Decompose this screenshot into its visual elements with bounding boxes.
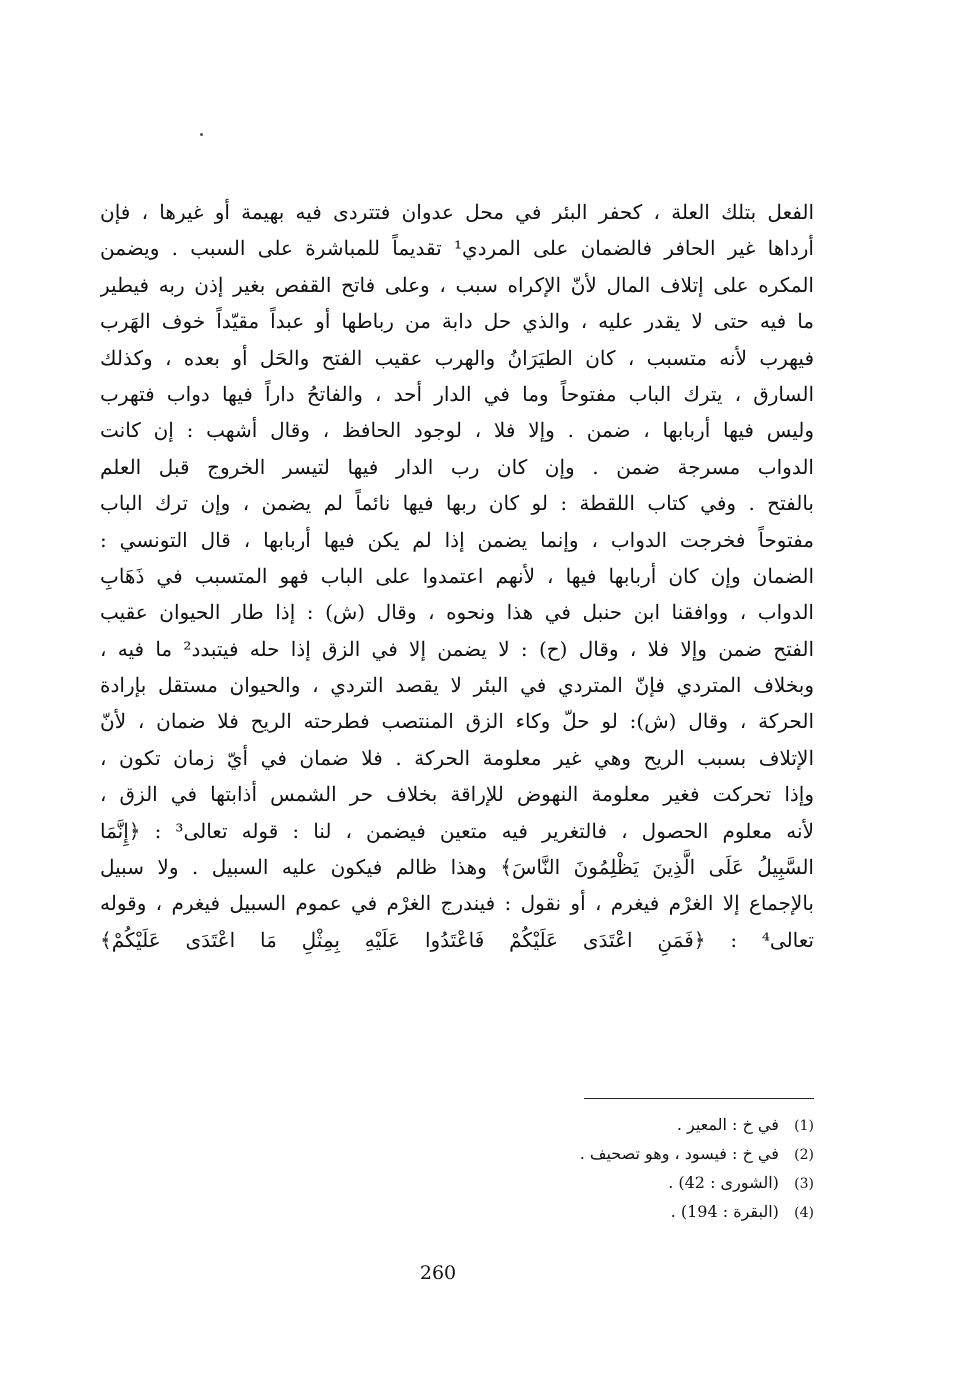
scan-speck [200, 133, 203, 136]
text-line: تعالى⁴ : ﴿فَمَنِ اعْتَدَى عَلَيْكُمْ فَاعْتَدُوا عَلَيْهِ بِمِثْلِ مَا اعْتَدَى عَلَيْكُمْ﴾ [100, 927, 814, 952]
text-line: وإذا تحركت فغير معلومة النهوض للإراقة بخلاف حر الشمس أذابتها في الزق ، [100, 782, 814, 807]
text-line: بالفتح . وفي كتاب اللقطة : لو كان ربها فيها نائماً لم يضمن ، وإن ترك الباب [100, 491, 814, 516]
text-line: الحركة ، وقال (ش): لو حلّ وكاء الزق المنتصب فطرحته الريح فلا ضمان ، لأنّ [100, 709, 814, 734]
footnote-number: (3) [794, 1176, 814, 1192]
footnote-divider [584, 1098, 814, 1099]
text-line: الدواب ، ووافقنا ابن حنبل في هذا ونحوه ، وقال (ش) : إذا طار الحيوان عقيب [100, 600, 814, 625]
text-line: وبخلاف المتردي فإنّ المتردي في البئر لا يقصد التردي ، والحيوان مستقل بإرادة [100, 673, 814, 698]
footnote-number: (2) [794, 1147, 814, 1163]
text-line: الفتح ضمن وإلا فلا ، وقال (ح) : لا يضمن إلا في الزق إذا حله فيتبدد² ما فيه ، [100, 636, 814, 661]
text-line: السَّبِيلُ عَلَى الَّذِينَ يَظْلِمُونَ النَّاسَ﴾ وهذا ظالم فيكون عليه السبيل . ولا سبيل [100, 855, 814, 880]
main-text-block [100, 194, 814, 958]
text-line: أرداها غير الحافر فالضمان على المردي¹ تقديماً للمباشرة على السبب . ويضمن [100, 236, 814, 261]
text-line: الدواب مسرجة ضمن . وإن كان رب الدار فيها لتيسر الخروج قبل العلم [100, 454, 814, 479]
footnote-number: (4) [794, 1205, 814, 1221]
text-line: فيهرب لأنه متسبب ، كان الطيَرَانُ والهرب عقيب الفتح والحَل أو بعده ، وكذلك [100, 345, 814, 370]
text-line: مفتوحاً فخرجت الدواب ، وإنما يضمن إذا لم يكن فيها أربابها ، قال التونسي : [100, 527, 814, 552]
footnote-text: (البقرة : 194) . [670, 1202, 779, 1221]
text-line: السارق ، يترك الباب مفتوحاً وما في الدار أحد ، والفاتحُ داراً فيها دواب فتهرب [100, 381, 814, 406]
text-line: الضمان وإن كان أربابها فيها ، لأنهم اعتمدوا على الباب فهو المتسبب في ذَهَابِ [100, 563, 814, 588]
footnote [394, 1168, 814, 1197]
text-line: ما فيه حتى لا يقدر عليه ، والذي حل دابة من رباطها أو عبداً مقيّداً خوف الهَرب [100, 309, 814, 334]
text-line: لأنه معلوم الحصول ، فالتغرير فيه متعين فيضمن ، لنا : قوله تعالى³ : ﴿إِنَّمَا [100, 818, 814, 843]
footnotes-block [394, 1110, 814, 1226]
footnote-text: في خ : المعير . [676, 1115, 779, 1134]
footnote-text: في خ : فيسود ، وهو تصحيف . [579, 1144, 779, 1163]
footnote-text: (الشورى : 42) . [668, 1173, 779, 1192]
text-line: وليس فيها أربابها ، ضمن . وإلا فلا ، لوجود الحافظ ، وقال أشهب : إن كانت [100, 418, 814, 443]
text-line: بالإجماع إلا الغرْم فيغرم ، أو نقول : فيندرج الغرْم في عموم السبيل فيغرم ، وقوله [100, 891, 814, 916]
footnote [394, 1110, 814, 1139]
footnote-number: (1) [794, 1118, 814, 1134]
text-line: الإتلاف بسبب الريح وهي غير معلومة الحركة . فلا ضمان في أيّ زمان تكون ، [100, 745, 814, 770]
text-line: الفعل بتلك العلة ، كحفر البئر في محل عدوان فتتردى فيه بهيمة أو غيرها ، فإن [100, 200, 814, 224]
footnote [394, 1197, 814, 1226]
text-line: المكره على إتلاف المال لأنّ الإكراه سبب ، وعلى فاتح القفص بغير إذن ربه فيطير [100, 272, 814, 297]
footnote [394, 1139, 814, 1168]
page-number: 260 [419, 1262, 457, 1284]
